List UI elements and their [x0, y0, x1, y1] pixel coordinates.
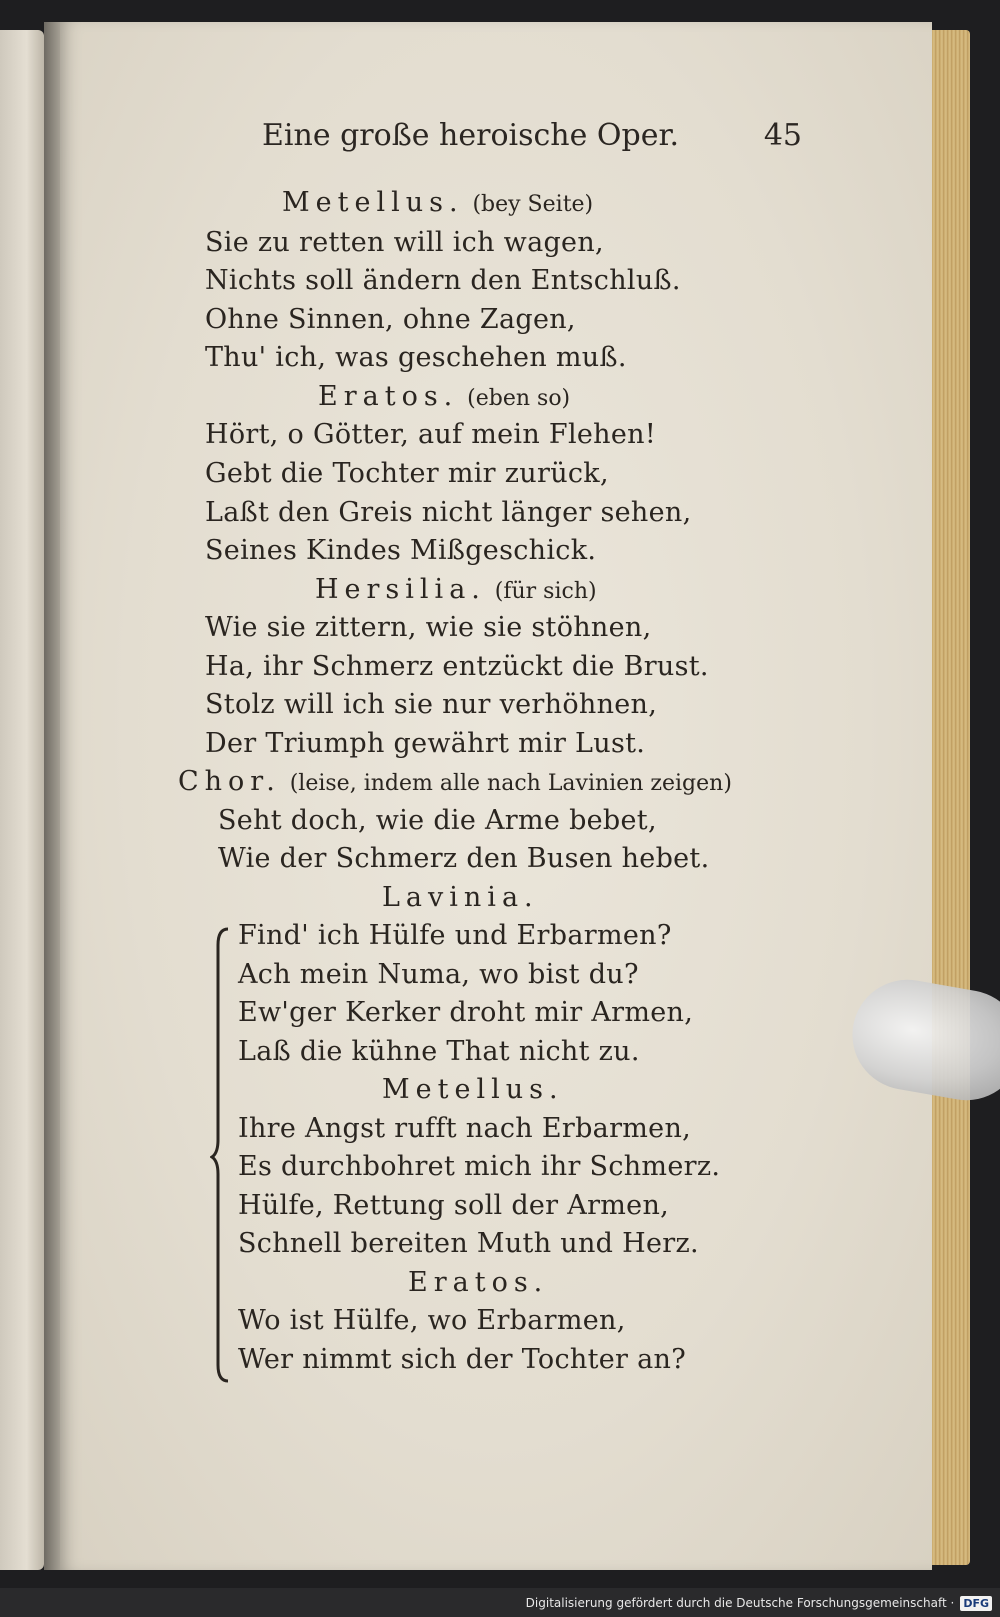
verse-line: Sie zu retten will ich wagen, — [205, 227, 604, 258]
verse-line: Ach mein Numa, wo bist du? — [238, 959, 639, 990]
speaker-heading: Metellus. — [382, 1074, 564, 1105]
verse-line: Find' ich Hülfe und Erbarmen? — [238, 920, 672, 951]
speaker-heading: Eratos. — [408, 1267, 549, 1298]
ensemble-brace — [210, 925, 240, 1385]
speaker-heading: Hersilia. (für sich) — [315, 574, 597, 605]
verse-line: Es durchbohret mich ihr Schmerz. — [238, 1151, 721, 1182]
verse-line: Wie der Schmerz den Busen hebet. — [218, 843, 710, 874]
verse-line: Ihre Angst rufft nach Erbarmen, — [238, 1113, 692, 1144]
digitization-credit — [526, 1593, 992, 1613]
verse-line: Gebt die Tochter mir zurück, — [205, 458, 609, 489]
verse-line: Schnell bereiten Muth und Herz. — [238, 1228, 699, 1259]
verse-line: Seines Kindes Mißgeschick. — [205, 535, 597, 566]
speaker-heading: Lavinia. — [382, 882, 539, 913]
running-title: Eine große heroische Oper. — [262, 118, 680, 153]
verse-line: Ohne Sinnen, ohne Zagen, — [205, 304, 576, 335]
verse-line: Seht doch, wie die Arme bebet, — [218, 805, 657, 836]
verse-line: Ha, ihr Schmerz entzückt die Brust. — [205, 651, 709, 682]
verse-line: Wie sie zittern, wie sie stöhnen, — [205, 612, 652, 643]
verse-line: Stolz will ich sie nur verhöhnen, — [205, 689, 658, 720]
speaker-heading: Eratos. (eben so) — [318, 381, 571, 412]
verse-line: Laß die kühne That nicht zu. — [238, 1036, 640, 1067]
verse-line: Wer nimmt sich der Tochter an? — [238, 1344, 686, 1375]
verse-line: Der Triumph gewährt mir Lust. — [205, 728, 646, 759]
dfg-logo: DFG — [960, 1596, 992, 1611]
speaker-heading: Metellus. (bey Seite) — [282, 187, 594, 218]
verse-line: Thu' ich, was geschehen muß. — [205, 342, 627, 373]
verse-line: Ew'ger Kerker droht mir Armen, — [238, 997, 694, 1028]
verse-line: Hört, o Götter, auf mein Flehen! — [205, 419, 656, 450]
verse-line: Nichts soll ändern den Entschluß. — [205, 265, 681, 296]
verse-line: Wo ist Hülfe, wo Erbarmen, — [238, 1305, 626, 1336]
verse-line: Laßt den Greis nicht länger sehen, — [205, 497, 692, 528]
speaker-heading: Chor. (leise, indem alle nach Lavinien zeigen) — [178, 766, 732, 797]
credit-text: Digitalisierung gefördert durch die Deutsche Forschungsgemeinschaft · — [525, 1596, 955, 1610]
page-number: 45 — [763, 118, 802, 153]
verse-line: Hülfe, Rettung soll der Armen, — [238, 1190, 670, 1221]
